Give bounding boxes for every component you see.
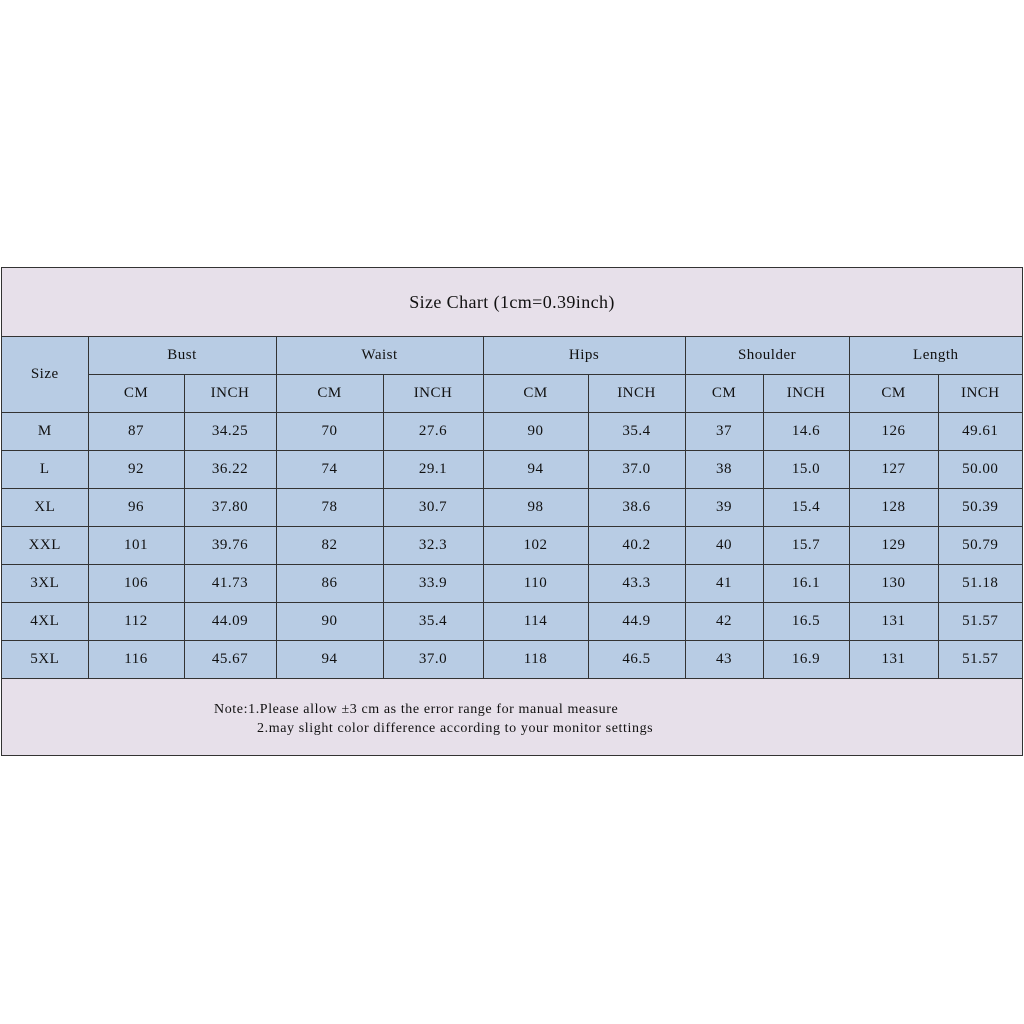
measurement-cell: 90	[483, 413, 588, 451]
unit-header-inch: INCH	[588, 375, 685, 413]
table-row	[2, 641, 1022, 679]
measurement-cell: 37.0	[383, 641, 483, 679]
chart-title: Size Chart (1cm=0.39inch)	[2, 268, 1022, 337]
size-label-cell: 5XL	[2, 641, 88, 679]
measurement-cell: 37	[685, 413, 763, 451]
measurement-cell: 33.9	[383, 565, 483, 603]
measurement-cell: 35.4	[383, 603, 483, 641]
table-body	[2, 413, 1022, 679]
measurement-cell: 74	[276, 451, 383, 489]
measurement-cell: 110	[483, 565, 588, 603]
measurement-cell: 51.57	[938, 603, 1022, 641]
measurement-cell: 40	[685, 527, 763, 565]
measurement-cell: 37.80	[184, 489, 276, 527]
size-chart	[1, 267, 1023, 756]
table-row	[2, 565, 1022, 603]
measurement-cell: 92	[88, 451, 184, 489]
group-header-shoulder: Shoulder	[685, 337, 849, 375]
measurement-cell: 116	[88, 641, 184, 679]
size-label-cell: M	[2, 413, 88, 451]
measurement-cell: 16.1	[763, 565, 849, 603]
unit-header-inch: INCH	[184, 375, 276, 413]
measurement-cell: 51.57	[938, 641, 1022, 679]
measurement-cell: 27.6	[383, 413, 483, 451]
size-column-header: Size	[2, 337, 88, 413]
measurement-cell: 37.0	[588, 451, 685, 489]
measurement-cell: 41.73	[184, 565, 276, 603]
measurement-cell: 78	[276, 489, 383, 527]
measurement-cell: 94	[276, 641, 383, 679]
measurement-cell: 118	[483, 641, 588, 679]
measurement-cell: 44.09	[184, 603, 276, 641]
measurement-cell: 42	[685, 603, 763, 641]
measurement-cell: 87	[88, 413, 184, 451]
unit-header-inch: INCH	[383, 375, 483, 413]
size-label-cell: 4XL	[2, 603, 88, 641]
note-line-2: 2.may slight color difference according to your monitor settings	[257, 721, 654, 736]
measurement-cell: 30.7	[383, 489, 483, 527]
table-row	[2, 603, 1022, 641]
measurement-cell: 70	[276, 413, 383, 451]
measurement-cell: 46.5	[588, 641, 685, 679]
measurement-cell: 16.9	[763, 641, 849, 679]
measurement-cell: 128	[849, 489, 938, 527]
measurement-cell: 38.6	[588, 489, 685, 527]
unit-header-row	[2, 375, 1022, 413]
measurement-cell: 112	[88, 603, 184, 641]
measurement-cell: 34.25	[184, 413, 276, 451]
group-header-hips: Hips	[483, 337, 685, 375]
measurement-cell: 40.2	[588, 527, 685, 565]
measurement-cell: 94	[483, 451, 588, 489]
measurement-cell: 101	[88, 527, 184, 565]
unit-header-cm: CM	[849, 375, 938, 413]
table-row	[2, 413, 1022, 451]
measurement-cell: 44.9	[588, 603, 685, 641]
unit-header-inch: INCH	[938, 375, 1022, 413]
table-row	[2, 451, 1022, 489]
size-label-cell: 3XL	[2, 565, 88, 603]
group-header-bust: Bust	[88, 337, 276, 375]
measurement-cell: 39	[685, 489, 763, 527]
group-header-length: Length	[849, 337, 1022, 375]
measurement-cell: 16.5	[763, 603, 849, 641]
measurement-cell: 15.7	[763, 527, 849, 565]
note-line-1: Note:1.Please allow ±3 cm as the error range for manual measure	[214, 702, 619, 717]
measurement-cell: 102	[483, 527, 588, 565]
measurement-cell: 15.0	[763, 451, 849, 489]
measurement-cell: 127	[849, 451, 938, 489]
measurement-cell: 129	[849, 527, 938, 565]
size-label-cell: L	[2, 451, 88, 489]
measurement-cell: 98	[483, 489, 588, 527]
measurement-cell: 50.39	[938, 489, 1022, 527]
measurement-cell: 14.6	[763, 413, 849, 451]
measurement-cell: 114	[483, 603, 588, 641]
measurement-cell: 36.22	[184, 451, 276, 489]
measurement-cell: 131	[849, 641, 938, 679]
measurement-cell: 29.1	[383, 451, 483, 489]
group-header-row	[2, 337, 1022, 375]
measurement-cell: 38	[685, 451, 763, 489]
measurement-cell: 126	[849, 413, 938, 451]
unit-header-cm: CM	[276, 375, 383, 413]
group-header-waist: Waist	[276, 337, 483, 375]
measurement-cell: 106	[88, 565, 184, 603]
measurement-cell: 49.61	[938, 413, 1022, 451]
measurement-cell: 96	[88, 489, 184, 527]
measurement-cell: 32.3	[383, 527, 483, 565]
measurement-cell: 50.00	[938, 451, 1022, 489]
measurement-cell: 50.79	[938, 527, 1022, 565]
measurement-cell: 130	[849, 565, 938, 603]
unit-header-cm: CM	[88, 375, 184, 413]
note-box	[2, 682, 1022, 755]
measurement-cell: 35.4	[588, 413, 685, 451]
measurement-cell: 41	[685, 565, 763, 603]
unit-header-cm: CM	[483, 375, 588, 413]
unit-header-cm: CM	[685, 375, 763, 413]
measurement-cell: 39.76	[184, 527, 276, 565]
size-label-cell: XL	[2, 489, 88, 527]
size-table	[2, 337, 1022, 679]
table-row	[2, 527, 1022, 565]
measurement-cell: 51.18	[938, 565, 1022, 603]
measurement-cell: 82	[276, 527, 383, 565]
measurement-cell: 43.3	[588, 565, 685, 603]
measurement-cell: 15.4	[763, 489, 849, 527]
measurement-cell: 45.67	[184, 641, 276, 679]
measurement-cell: 131	[849, 603, 938, 641]
measurement-cell: 43	[685, 641, 763, 679]
table-row	[2, 489, 1022, 527]
measurement-cell: 86	[276, 565, 383, 603]
measurement-cell: 90	[276, 603, 383, 641]
size-label-cell: XXL	[2, 527, 88, 565]
unit-header-inch: INCH	[763, 375, 849, 413]
